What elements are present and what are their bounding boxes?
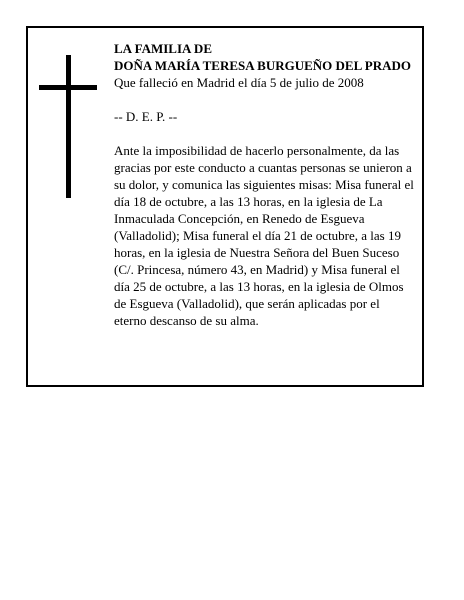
family-heading: LA FAMILIA DE <box>114 41 212 56</box>
notice-content <box>114 40 414 329</box>
obituary-notice <box>26 26 424 387</box>
cross-vertical-bar <box>66 55 71 198</box>
deceased-name: DOÑA MARÍA TERESA BURGUEÑO DEL PRADO <box>114 58 412 73</box>
cross-horizontal-bar <box>39 85 97 90</box>
death-statement: Que falleció en Madrid el día 5 de julio de 2008 <box>114 75 364 90</box>
rip-line: -- D. E. P. -- <box>114 109 178 124</box>
notice-body: Ante la imposibilidad de hacerlo personalmente, da las gracias por este conducto a cuantas personas se unieron a su dolor, y comunica las siguientes misas: Misa funeral el día 18 de octubre, a las 13 horas, en la iglesia de La Inmaculada Concepción, en Renedo de Esgueva (Valladolid); Misa funeral el día 21 de octubre, a las 19 horas, en la iglesia de Nuestra Señora del Buen Suceso (C/. Princesa, número 43, en Madrid) y Misa funeral el día 25 de octubre, a las 13 horas, en la iglesia de Olmos de Esgueva (Valladolid), que serán aplicadas por el eterno descanso de su alma. <box>114 143 414 328</box>
